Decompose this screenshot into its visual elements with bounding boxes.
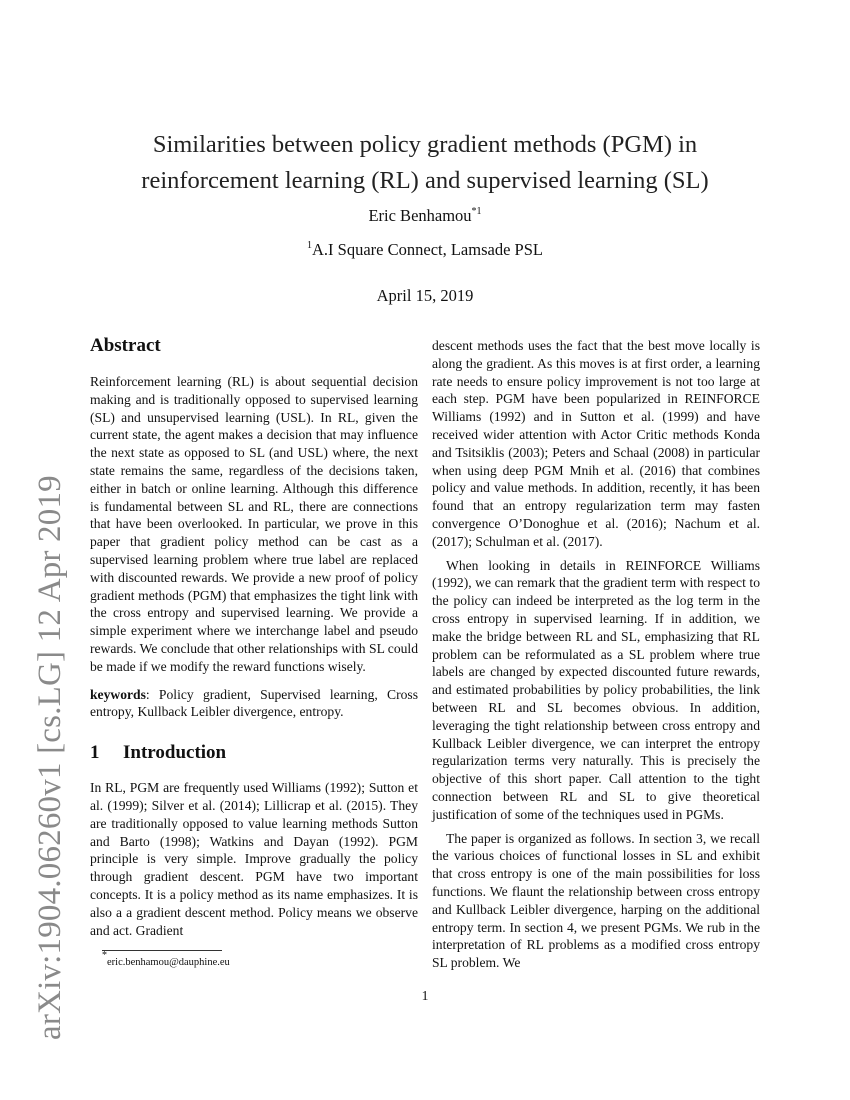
footnote-email: eric.benhamou@dauphine.eu [107,957,230,969]
author-name: Eric Benhamou [368,206,472,225]
keywords-text: : Policy gradient, Supervised learning, Cross entropy, Kullback Leibler divergence, entropy. [90,686,418,720]
intro-paragraph-3: The paper is organized as follows. In section 3, we recall the various choices of functional losses in SL and exhibit that cross entropy is one of the main possibilities for loss functions. We flaunt the relationship between cross entropy and Kullback Leibler divergence, harping on the additional entropy term. In section 4, we present PGMs. We rub in the interpretation of RL problems as a modified cross entropy SL problem. We [432,830,760,971]
title-line-2: reinforcement learning (RL) and supervised learning (SL) [141,167,709,194]
title-line-1: Similarities between policy gradient methods (PGM) in [152,131,698,158]
author-line [0,206,850,226]
paper-date: April 15, 2019 [376,286,474,305]
affiliation-line [0,240,850,260]
paper-title [120,127,730,199]
page-number: 1 [421,988,429,1003]
footnote-mark: * [102,950,107,962]
intro-paragraph-1-right: descent methods uses the fact that the best move locally is along the gradient. As this moves is at first order, a learning rate needs to ensure policy improvement is not too large at each step. PGM have been popularized in REINFORCE Williams (1992) and in Sutton et al. (1999) and have received wider attention with Actor Critic methods Konda and Tsitsiklis (2003); Peters and Schaal (2008) in particular when using deep PGM Mnih et al. (2016) that combines policy and value methods. In addition, recently, it has been found that an entropy regularization term may fasten convergence O’Donoghue et al. (2016); Nachum et al. (2017); Schulman et al. (2017). [432,338,760,549]
affiliation: A.I Square Connect, Lamsade PSL [312,240,543,259]
abstract-text: Reinforcement learning (RL) is about sequential decision making and is traditionally opposed to supervised learning (SL) and unsupervised learning (USL). In RL, given the current state, the agent makes a decision that may influence the next state as opposed to SL (and USL) where, the next state remains the same, regardless of the decisions taken, either in batch or online learning. Although this difference is fundamental between SL and RL, there are connections that have been overlooked. In particular, we prove in this paper that gradient policy method can be cast as a supervised learning problem where true label are replaced with discounted rewards. We provide a new proof of policy gradient methods (PGM) that emphasizes the tight link with the cross entropy and supervised learning. We provide a simple experiment where we interchange label and pseudo rewards. We conclude that other relationships with SL could be made if we modify the reward functions wisely. [90,374,418,674]
affiliation-mark: 1 [307,240,313,251]
abstract-heading: Abstract [90,335,161,356]
left-column [90,334,418,969]
right-column [432,337,760,972]
introduction-heading [90,741,418,765]
intro-paragraph-1-left: In RL, PGM are frequently used Williams (1992); Sutton et al. (1999); Silver et al. (2014); Lillicrap et al. (2015). They are traditionally opposed to value learning methods Sutton and Barto (1998); Watkins and Dayan (1992). PGM principle is very simple. Improve gradually the policy through gradient descent. PGM have two important concepts. It is a policy method as its name emphasizes. It is also a a gradient descent method. Policy means we observe and act. Gradient [90,780,418,938]
keywords [90,686,418,722]
footnote-rule [102,950,222,951]
section-title: Introduction [123,742,227,764]
author-mark: *1 [471,206,482,217]
section-number: 1 [90,742,100,764]
arxiv-margin-stamp: arXiv:1904.06260v1 [cs.LG] 12 Apr 2019 [32,475,68,1040]
footnote [90,950,418,969]
intro-paragraph-2: When looking in details in REINFORCE Williams (1992), we can remark that the gradient term with respect to the policy can indeed be interpreted as the log term in the cross entropy in supervised learning. If in addition, we make the bridge between RL and SL, emphasizing that RL problem can be reformulated as a SL problem where true labels are changed by expected discounted future rewards, and estimated probabilities by policy probabilities, the link between RL and SL becomes obvious. In addition, leveraging the tight relationship between cross entropy and Kullback Leibler divergence, we can interpret the entropy regularization terms very naturally. This is precisely the objective of this short paper. Call attention to the tight connection between RL and SL to give theoretical justification of some of the techniques used in PGMs. [432,557,760,822]
keywords-label: keywords [90,686,146,702]
